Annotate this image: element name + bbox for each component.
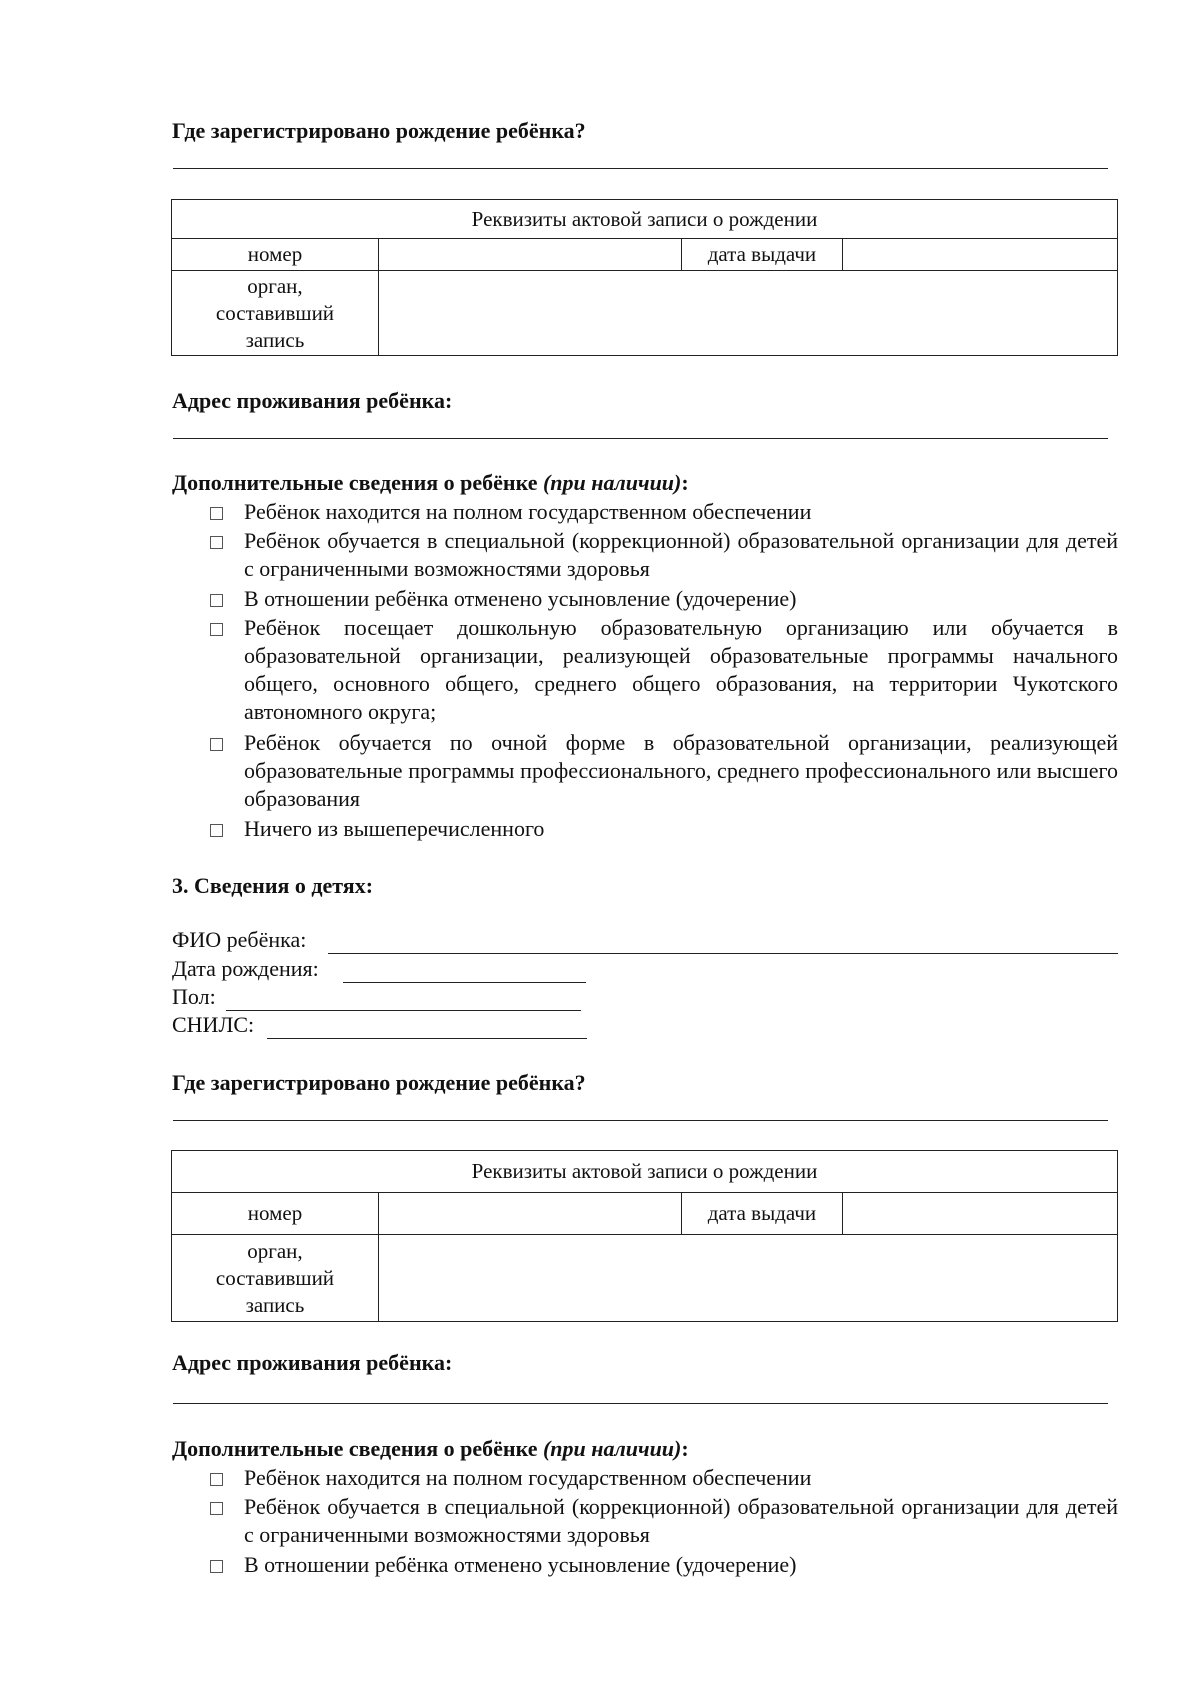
birth-date-field[interactable] — [343, 982, 586, 983]
birth-date-label: Дата рождения: — [172, 956, 319, 981]
sex-field[interactable] — [226, 1010, 581, 1011]
child-address-answer-line-2[interactable] — [173, 1403, 1108, 1404]
birth-record-table — [171, 199, 1118, 356]
checkbox-label-1: Ребёнок находится на полном государственном обеспечении — [244, 499, 812, 524]
checkbox-4[interactable] — [210, 623, 223, 636]
checkbox-2-2[interactable] — [210, 1502, 223, 1515]
issue-date-cell-2[interactable] — [843, 1193, 1118, 1235]
record-number-label-2: номер — [172, 1193, 379, 1235]
record-number-label: номер — [172, 239, 379, 271]
additional-info-note-2: (при наличии) — [542, 1436, 682, 1461]
birth-registration-answer-line-2[interactable] — [173, 1120, 1108, 1121]
additional-info-colon-2: : — [681, 1436, 689, 1461]
checkbox-label-3: В отношении ребёнка отменено усыновление (удочерение) — [244, 586, 797, 611]
child-address-label: Адрес проживания ребёнка: — [172, 388, 453, 413]
checkbox-label-2-3: В отношении ребёнка отменено усыновление (удочерение) — [244, 1552, 797, 1577]
checkbox-label-2-2: Ребёнок обучается в специальной (коррекционной) образовательной организации для детей с ограниченными возможностями здоровья — [244, 1494, 1118, 1547]
registering-authority-cell[interactable] — [378, 271, 1117, 356]
registering-authority-cell-2[interactable] — [378, 1235, 1117, 1322]
issue-date-label: дата выдачи — [681, 239, 843, 271]
birth-record-table-title-2: Реквизиты актовой записи о рождении — [172, 1151, 1118, 1193]
child-address-answer-line[interactable] — [173, 438, 1108, 439]
section-3-heading: 3. Сведения о детях: — [172, 873, 374, 898]
checkbox-2[interactable] — [210, 536, 223, 549]
snils-field[interactable] — [267, 1038, 587, 1039]
birth-registration-question: Где зарегистрировано рождение ребёнка? — [172, 118, 586, 143]
child-address-label-2: Адрес проживания ребёнка: — [172, 1350, 453, 1375]
sex-label: Пол: — [172, 984, 216, 1009]
child-name-label: ФИО ребёнка: — [172, 927, 307, 952]
record-number-cell[interactable] — [378, 239, 681, 271]
registering-authority-label: орган, составивший запись — [172, 271, 379, 356]
additional-info-title-2: Дополнительные сведения о ребёнке — [172, 1436, 538, 1461]
checkbox-label-5: Ребёнок обучается по очной форме в образовательной организации, реализующей образовательные программы профессионального, среднего профессионального или высшего образования — [244, 730, 1118, 811]
checkbox-2-1[interactable] — [210, 1473, 223, 1486]
birth-registration-answer-line[interactable] — [173, 168, 1108, 169]
additional-info-note: (при наличии) — [542, 470, 682, 495]
record-number-cell-2[interactable] — [378, 1193, 681, 1235]
checkbox-label-2: Ребёнок обучается в специальной (коррекционной) образовательной организации для детей с ограниченными возможностями здоровья — [244, 528, 1118, 581]
checkbox-2-3[interactable] — [210, 1560, 223, 1573]
additional-info-heading-2 — [172, 1436, 689, 1462]
birth-registration-question-2: Где зарегистрировано рождение ребёнка? — [172, 1070, 586, 1095]
snils-label: СНИЛС: — [172, 1012, 255, 1037]
issue-date-label-2: дата выдачи — [681, 1193, 843, 1235]
checkbox-1[interactable] — [210, 507, 223, 520]
checkbox-label-6: Ничего из вышеперечисленного — [244, 816, 545, 841]
additional-info-heading — [172, 470, 689, 496]
additional-info-title: Дополнительные сведения о ребёнке — [172, 470, 538, 495]
checkbox-label-4: Ребёнок посещает дошкольную образовательную организацию или обучается в образовательной организации, реализующей образовательные программы начального общего, основного общего, среднего общего образования, на территории Чукотского автономного округа; — [244, 615, 1118, 724]
checkbox-5[interactable] — [210, 738, 223, 751]
issue-date-cell[interactable] — [843, 239, 1118, 271]
birth-record-table-title: Реквизиты актовой записи о рождении — [172, 200, 1118, 239]
child-name-field[interactable] — [328, 953, 1118, 954]
birth-record-table-2 — [171, 1150, 1118, 1322]
registering-authority-label-2: орган, составивший запись — [172, 1235, 379, 1322]
checkbox-3[interactable] — [210, 594, 223, 607]
checkbox-6[interactable] — [210, 824, 223, 837]
additional-info-colon: : — [681, 470, 689, 495]
checkbox-label-2-1: Ребёнок находится на полном государственном обеспечении — [244, 1465, 812, 1490]
